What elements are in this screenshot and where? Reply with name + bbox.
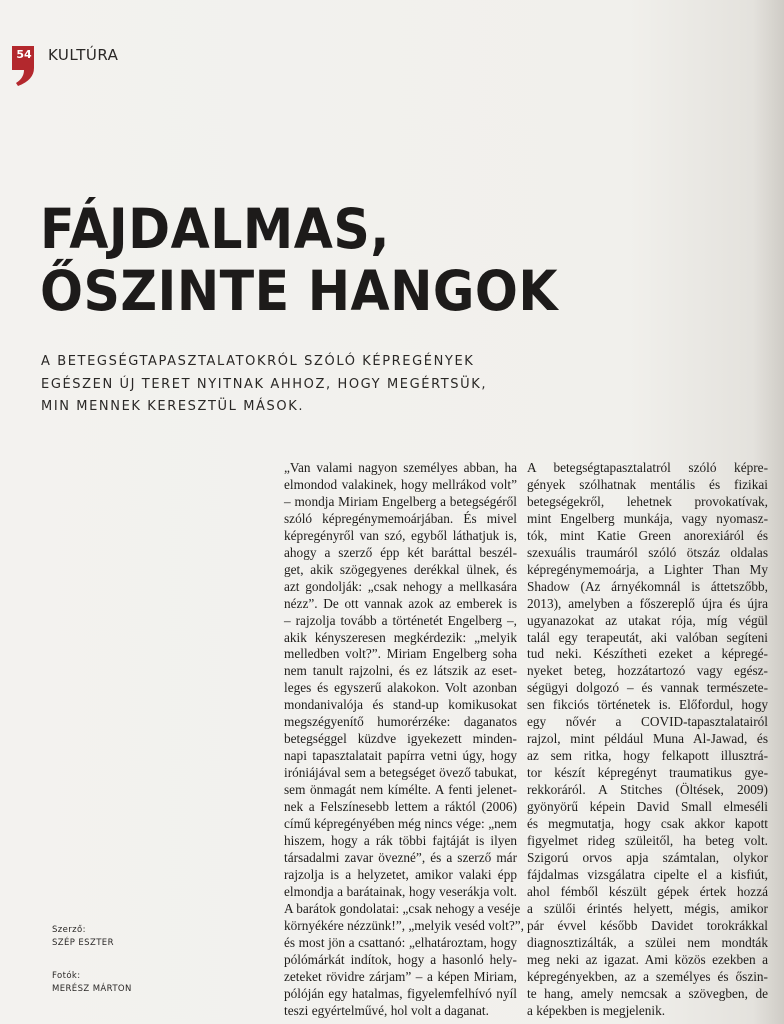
photo-credit (52, 970, 132, 996)
body-text-line: tók, mint Katie Green anorexiáról és (527, 527, 768, 543)
section-label: KULTÚRA (48, 46, 119, 64)
body-text-line: Shadow (Az árnyékomnál is áttetszőbb, (527, 578, 768, 594)
body-text-line: a szülői érintés helyett, mégis, amikor (527, 900, 768, 916)
body-text-line: elmondja a barátainak, hogy veserákja volt. (284, 883, 517, 899)
body-text-line: az sem ritka, hogy felkapott illusztrá- (527, 748, 768, 764)
body-text-line: zeteket rövidre zárjam” – a képen Miriam, (284, 968, 517, 984)
body-text-line: rajzol, mint például Muna Al-Jawad, és (527, 731, 768, 747)
body-text-line: sen fikciós történetek is. Előfordul, hogy (527, 697, 768, 713)
body-text-line: mondanivalója és stand-up komikusokat (284, 697, 517, 713)
photo-label: Fotók: (52, 971, 81, 981)
body-text-line: tor készít képregényt traumatikus gye- (527, 765, 768, 781)
body-text-line: nyeket beteg, hozzátartozó vagy egész- (527, 663, 768, 679)
body-text-line: tud neki. Készítheti ezeket a képregé- (527, 646, 768, 662)
body-text-line: megszégyenítő humorérzéke: daganatos (284, 714, 517, 730)
lead-line: A BETEGSÉGTAPASZTALATOKRÓL SZÓLÓ KÉPREGÉNYEK (41, 354, 475, 369)
body-text-line: diagnosztizálták, a szülei nem mondták (527, 934, 768, 950)
body-text-line: te hang, amely nemcsak a szövegben, de (527, 985, 768, 1001)
body-text-line: a képekben is megjelenik. (527, 1002, 666, 1018)
body-text-line: talál egy terapeutát, aki valóban segíteni (527, 629, 768, 645)
body-text-line: rekkoráról. A Stitches (Öltések, 2009) (527, 782, 768, 798)
body-text-line: azt gondolják: „csak nehogy a mellkasára (284, 578, 517, 594)
body-text-line: nek a Felszínesebb lettem a ráktól (2006) (284, 799, 517, 815)
body-column-left (284, 460, 524, 1019)
body-text-line: get, akik szögegyenes derékkal ülnek, és (284, 561, 517, 577)
author-label: Szerző: (52, 925, 86, 935)
photographer-name: MERÉSZ MÁRTON (52, 984, 132, 994)
body-text-line: pólóján egy hatalmas, figyelemfelhívó nyíl (284, 985, 517, 1001)
body-text-line: és most jön a csattanó: „elhatároztam, hogy (284, 934, 517, 950)
body-text-line: egy nővér a COVID-tapasztalatairól (527, 714, 768, 730)
article-lead (41, 351, 487, 419)
body-text-line: szóló képregénymemoárjában. És mivel (284, 510, 517, 526)
body-text-line: napi tapasztalatait papírra vetni úgy, hogy (284, 748, 517, 764)
author-credit (52, 924, 114, 950)
body-text-line: képregénymemoárja, a Lighter Than My (527, 561, 768, 577)
body-text-line: betegségekről, lehetnek provokatívak, (527, 493, 768, 509)
body-text-line: A barátok gondolatai: „csak nehogy a veséje (284, 900, 521, 916)
body-text-line: képregényről van szó, egyből láthatjuk is, (284, 527, 517, 543)
body-text-line: hiszem, hogy a rák többi fajtáját is ilyen (284, 832, 517, 848)
body-text-line: melledben volt?”. Miriam Engelberg soha (284, 646, 517, 662)
body-text-line: képregényekben, az a személyes és őszin- (527, 968, 768, 984)
title-line-1: FÁJDALMAS, (40, 197, 390, 261)
body-text-line: figyelmet rideg szüleitől, ha beteg volt. (527, 832, 768, 848)
author-name: SZÉP ESZTER (52, 938, 114, 948)
body-text-line: Szigorú orvos apja számtalan, olykor (527, 849, 768, 865)
body-text-line: A betegségtapasztalatról szóló képre- (527, 460, 768, 475)
body-text-line: elmondod valakinek, hogy mellrákod volt” (284, 476, 517, 492)
page-number: 54 (16, 48, 32, 61)
body-text-line: – rajzolja tovább a történetét Engelberg –, (284, 612, 517, 628)
body-text-line: rajzolja is a helyzetet, amikor valaki épp (284, 866, 517, 882)
body-text-line: „Van valami nagyon személyes abban, ha (284, 460, 517, 475)
body-text-line: fájdalmas vizsgálatra cipelte el a kisfiút, (527, 866, 768, 882)
body-text-line: ugyanazokat az utakat rója, míg végül (527, 612, 768, 628)
body-text-line: szexuális traumáról szóló ötszáz oldalas (527, 544, 768, 560)
body-text-line: gények szólhatnak mentális és fizikai (527, 476, 768, 492)
body-text-line: ségügyi dolgozó – és vannak természete- (527, 680, 768, 696)
body-text-line: sem önmagát nem kímélte. A fenti jelenet- (284, 782, 517, 798)
body-text-line: iróniájával sem a betegséget övező tabukat, (284, 765, 517, 781)
lead-line: EGÉSZEN ÚJ TERET NYITNAK AHHOZ, HOGY MEGÉRTSÜK, (41, 376, 488, 392)
title-line-2: ŐSZINTE HANGOK (40, 259, 559, 323)
body-text-line: társadalmi zavar övezné”, és a szerző már (284, 849, 517, 865)
body-text-line: pár évvel később Davidet torokrákkal (527, 917, 768, 933)
body-text-line: betegséggel küzdve igyekezett minden- (284, 731, 517, 747)
article-title (40, 198, 558, 322)
body-text-line: ahol fémből készült gépek értek hozzá (527, 883, 768, 899)
body-text-line: pólómárkát indítok, hogy a hasonló hely- (284, 951, 517, 967)
body-text-line: nem tanult rajzolni, és ez látszik az eset- (284, 663, 517, 679)
body-text-line: mint Engelberg munkája, vagy nyomasz- (527, 510, 768, 526)
body-text-line: gyönyörű képein David Small elmeséli (527, 799, 768, 815)
body-text-line: akik kényszeresen megkérdezik: „melyik (284, 629, 517, 645)
body-column-right (527, 460, 768, 1019)
body-text-line: teszi egyértelművé, hol volt a daganat. (284, 1002, 489, 1018)
body-text-line: című képregényében még nincs vége: „nem (284, 816, 517, 832)
body-text-line: és megmutatja, hogy csak akkor kapott (527, 816, 768, 832)
body-text-line: nézz”. De ott vannak azok az emberek is (284, 595, 517, 611)
body-text-line: leges és egyszerű alakokon. Volt azonban (284, 680, 517, 696)
body-text-line: meg neki az igazat. Ami közös ezekben a (527, 951, 768, 967)
body-text-line: környékére nézzünk!”, „melyik veséd volt?”, (284, 917, 524, 933)
lead-line: MIN MENNEK KERESZTÜL MÁSOK. (41, 399, 305, 414)
body-text-line: – mondja Miriam Engelberg a betegségéről (284, 493, 517, 509)
body-text-line: ahogy a szerző épp két baráttal beszél- (284, 544, 517, 560)
body-text-line: 2013), amelyben a főszereplő újra és újra (527, 595, 768, 611)
